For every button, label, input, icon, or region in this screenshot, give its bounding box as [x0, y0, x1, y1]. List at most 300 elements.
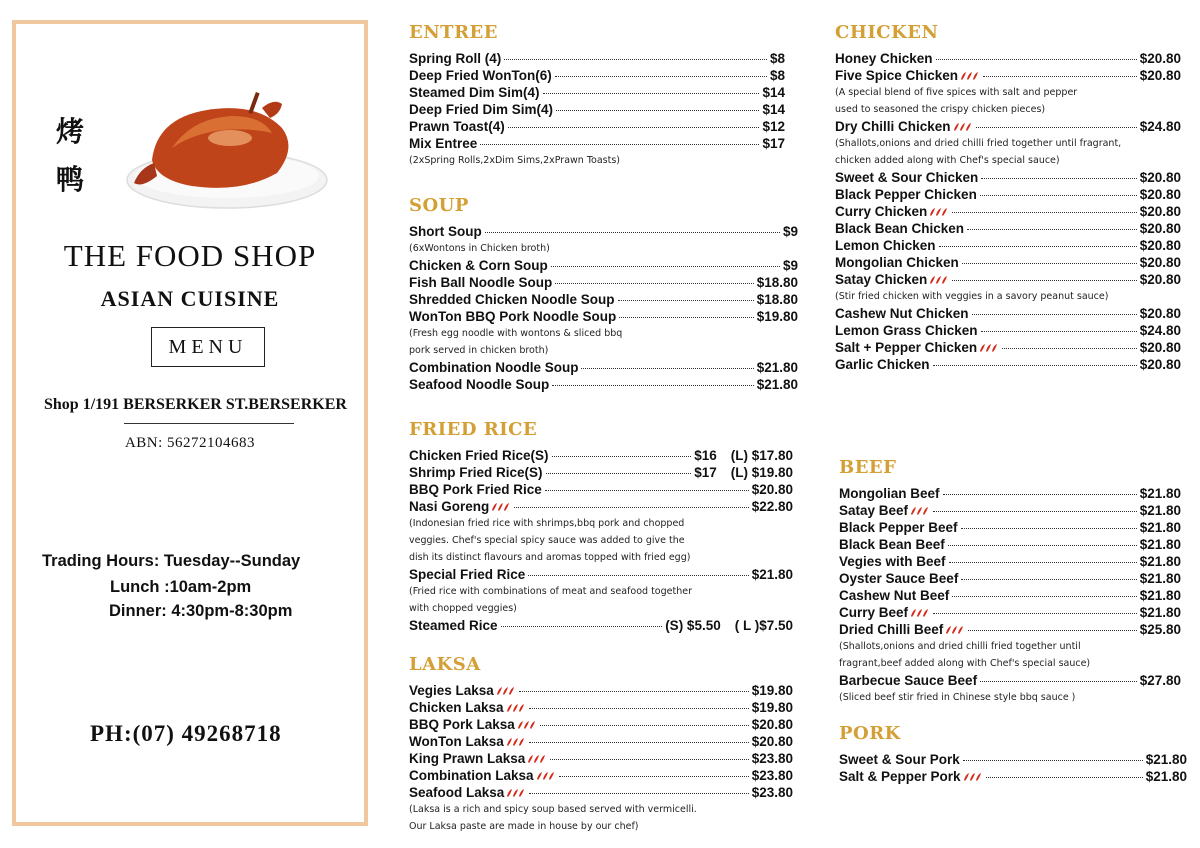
- item-name: [409, 767, 556, 784]
- menu-item: [409, 447, 793, 464]
- item-name-text: Honey Chicken: [835, 51, 933, 66]
- section-pork: [839, 721, 1187, 785]
- item-price: $21.80: [1139, 605, 1181, 620]
- item-name: [409, 359, 578, 376]
- menu-item: [835, 220, 1181, 237]
- menu-item: [409, 376, 798, 393]
- item-name: [409, 498, 511, 515]
- item-name: [409, 84, 540, 101]
- menu-item: [409, 617, 793, 634]
- dot-leader: [933, 511, 1137, 512]
- menu-item: [835, 50, 1181, 67]
- item-name-text: Deep Fried Dim Sim(4): [409, 102, 554, 117]
- item-price: $21.80: [756, 360, 798, 375]
- dot-leader: [943, 494, 1137, 495]
- item-list: [409, 223, 798, 393]
- chili-icon: [929, 272, 949, 282]
- item-name-text: Deep Fried WonTon(6): [409, 68, 552, 83]
- dot-leader: [540, 725, 749, 726]
- item-price: $20.80: [1139, 187, 1181, 202]
- item-price: $19.80: [756, 309, 798, 324]
- menu-item: [409, 767, 793, 784]
- item-price: $20.80: [1139, 340, 1181, 355]
- item-name: [409, 447, 549, 464]
- shop-address: Shop 1/191 BERSERKER ST.BERSERKER: [44, 396, 347, 413]
- item-price-small: (S) $5.50: [665, 618, 721, 633]
- item-name-text: Special Fried Rice: [409, 567, 526, 582]
- item-name-text: Dried Chilli Beef: [839, 622, 944, 637]
- item-name-text: Lemon Chicken: [835, 238, 936, 253]
- item-price: $21.80: [1139, 537, 1181, 552]
- item-name: [835, 237, 936, 254]
- item-price: $8: [769, 51, 785, 66]
- item-description: (Shallots,onions and dried chilli fried together until: [839, 641, 1081, 652]
- item-price: $25.80: [1139, 622, 1181, 637]
- item-name-text: Satay Chicken: [835, 272, 928, 287]
- item-price: $20.80: [1139, 357, 1181, 372]
- item-price-small: $17: [694, 465, 717, 480]
- item-name-text: Chicken Fried Rice(S): [409, 448, 549, 463]
- dot-leader: [619, 317, 753, 318]
- dot-leader: [933, 365, 1137, 366]
- item-description: (A special blend of five spices with salt and pepper: [835, 87, 1078, 98]
- trading-hours-title: Trading Hours: Tuesday--Sunday: [42, 552, 301, 570]
- item-name-text: Black Bean Chicken: [835, 221, 965, 236]
- item-price: $23.80: [751, 751, 793, 766]
- menu-item: [835, 186, 1181, 203]
- char-1: 烤: [56, 115, 85, 148]
- menu-item: [409, 733, 793, 750]
- item-name: [835, 220, 964, 237]
- menu-item: [409, 84, 785, 101]
- menu-item: [839, 553, 1181, 570]
- item-price: $18.80: [756, 275, 798, 290]
- chili-icon: [910, 605, 930, 615]
- dot-leader: [936, 59, 1137, 60]
- menu-item: [409, 682, 793, 699]
- menu-item: [839, 502, 1181, 519]
- menu-item: [409, 67, 785, 84]
- dot-leader: [952, 280, 1136, 281]
- item-name-text: Chicken & Corn Soup: [409, 258, 548, 273]
- dot-leader: [948, 545, 1137, 546]
- dot-leader: [581, 368, 753, 369]
- item-name: [409, 67, 552, 84]
- dot-leader: [485, 232, 780, 233]
- section-title: SOUP: [409, 195, 469, 216]
- item-description: used to seasoned the crispy chicken pieces): [835, 104, 1046, 115]
- item-name: [835, 50, 933, 67]
- item-name: [835, 118, 973, 135]
- item-description: chicken added along with Chef's special sauce): [835, 155, 1060, 166]
- item-name: [409, 135, 477, 152]
- item-list: [409, 447, 793, 634]
- chili-icon: [963, 769, 983, 779]
- item-name: [839, 570, 958, 587]
- item-name-text: WonTon BBQ Pork Noodle Soup: [409, 309, 617, 324]
- item-name: [835, 322, 978, 339]
- item-price: ( L )$7.50: [734, 618, 793, 633]
- item-name: [839, 751, 960, 768]
- dot-leader: [551, 266, 780, 267]
- item-price: $14: [762, 102, 785, 117]
- item-name: [839, 621, 965, 638]
- item-name-text: Short Soup: [409, 224, 482, 239]
- item-name-text: Shrimp Fried Rice(S): [409, 465, 543, 480]
- item-name: [839, 768, 983, 785]
- dot-leader: [550, 759, 748, 760]
- menu-item: [409, 118, 785, 135]
- item-price: $19.80: [751, 683, 793, 698]
- item-price: $23.80: [751, 785, 793, 800]
- item-price: $22.80: [751, 499, 793, 514]
- item-name-text: Combination Laksa: [409, 768, 534, 783]
- dinner-hours: Dinner: 4:30pm-8:30pm: [109, 602, 293, 620]
- item-price: $8: [769, 68, 785, 83]
- item-name: [409, 617, 498, 634]
- menu-item: [409, 257, 798, 274]
- item-name: [839, 672, 977, 689]
- item-price: $20.80: [1139, 51, 1181, 66]
- item-name: [409, 733, 526, 750]
- dot-leader: [952, 212, 1136, 213]
- dot-leader: [543, 93, 760, 94]
- chili-icon: [506, 700, 526, 710]
- item-name-text: Five Spice Chicken: [835, 68, 959, 83]
- menu-title-box: MENU: [151, 327, 265, 367]
- item-name-text: Black Bean Beef: [839, 537, 945, 552]
- menu-item: [839, 536, 1181, 553]
- item-name-text: Mongolian Chicken: [835, 255, 959, 270]
- item-name: [839, 502, 930, 519]
- item-name-text: Seafood Noodle Soup: [409, 377, 550, 392]
- menu-item: [409, 566, 793, 583]
- menu-item: [409, 359, 798, 376]
- chili-icon: [945, 622, 965, 632]
- abn-number: ABN: 56272104683: [124, 435, 256, 451]
- dot-leader: [961, 579, 1136, 580]
- dot-leader: [986, 777, 1143, 778]
- item-price: $27.80: [1139, 673, 1181, 688]
- item-name-text: Nasi Goreng: [409, 499, 490, 514]
- item-name-text: BBQ Pork Fried Rice: [409, 482, 542, 497]
- item-name-text: Black Pepper Chicken: [835, 187, 977, 202]
- item-name: [839, 604, 930, 621]
- item-name-text: BBQ Pork Laksa: [409, 717, 515, 732]
- item-name: [835, 339, 999, 356]
- item-name-text: Barbecue Sauce Beef: [839, 673, 978, 688]
- item-name: [409, 682, 516, 699]
- item-name: [839, 587, 949, 604]
- chili-icon: [929, 204, 949, 214]
- menu-item: [839, 604, 1181, 621]
- item-price: $20.80: [1139, 221, 1181, 236]
- item-price: $14: [762, 85, 785, 100]
- item-name-text: Sweet & Sour Pork: [839, 752, 960, 767]
- item-list: [835, 50, 1181, 373]
- item-name-text: Cashew Nut Chicken: [835, 306, 969, 321]
- chili-icon: [491, 499, 511, 509]
- menu-item: [409, 481, 793, 498]
- item-price: $20.80: [1139, 204, 1181, 219]
- item-name: [835, 305, 969, 322]
- section-laksa: [409, 652, 793, 835]
- roast-duck-image: [112, 88, 332, 218]
- item-name-text: Salt & Pepper Pork: [839, 769, 961, 784]
- item-price: $20.80: [751, 482, 793, 497]
- dot-leader: [508, 127, 760, 128]
- item-list: [839, 751, 1187, 785]
- menu-item: [409, 308, 798, 325]
- item-name-text: Dry Chilli Chicken: [835, 119, 951, 134]
- menu-item: [409, 464, 793, 481]
- dot-leader: [555, 283, 753, 284]
- item-name: [409, 274, 552, 291]
- section-title: BEEF: [839, 457, 897, 478]
- section-title: LAKSA: [409, 654, 481, 675]
- item-name-text: Garlic Chicken: [835, 357, 930, 372]
- item-name-text: Mongolian Beef: [839, 486, 940, 501]
- divider: [124, 423, 294, 424]
- dot-leader: [976, 127, 1137, 128]
- dot-leader: [933, 613, 1137, 614]
- item-name-text: Sweet & Sour Chicken: [835, 170, 979, 185]
- section-fried-rice: [409, 417, 793, 634]
- shop-name: THE FOOD SHOP: [63, 238, 317, 273]
- item-name: [835, 169, 978, 186]
- chili-icon: [536, 768, 556, 778]
- menu-item: [409, 135, 785, 152]
- item-price: $21.80: [1139, 486, 1181, 501]
- item-price: $9: [782, 258, 798, 273]
- item-name-text: Seafood Laksa: [409, 785, 505, 800]
- dot-leader: [529, 708, 749, 709]
- cuisine-label: ASIAN CUISINE: [100, 286, 280, 311]
- item-name-text: WonTon Laksa: [409, 734, 504, 749]
- item-description: (Stir fried chicken with veggies in a savory peanut sauce): [835, 291, 1109, 302]
- dot-leader: [555, 76, 767, 77]
- menu-item: [835, 67, 1181, 84]
- item-price: $21.80: [1145, 769, 1187, 784]
- menu-item: [839, 519, 1181, 536]
- item-name: [409, 699, 526, 716]
- chili-icon: [960, 68, 980, 78]
- menu-item: [839, 751, 1187, 768]
- item-name-text: Spring Roll (4): [409, 51, 502, 66]
- chili-icon: [527, 751, 547, 761]
- item-price: $21.80: [1139, 503, 1181, 518]
- dot-leader: [983, 76, 1137, 77]
- item-name: [409, 481, 542, 498]
- menu-item: [839, 570, 1181, 587]
- item-list: [409, 682, 793, 835]
- dot-leader: [480, 144, 759, 145]
- dot-leader: [618, 300, 754, 301]
- item-price: $24.80: [1139, 323, 1181, 338]
- item-name-text: Cashew Nut Beef: [839, 588, 950, 603]
- item-price: $12: [762, 119, 785, 134]
- menu-item: [835, 203, 1181, 220]
- item-description: (Fresh egg noodle with wontons & sliced bbq: [409, 328, 623, 339]
- item-price: $24.80: [1139, 119, 1181, 134]
- item-name: [839, 553, 946, 570]
- section-title: CHICKEN: [835, 22, 939, 43]
- dot-leader: [968, 630, 1136, 631]
- dot-leader: [939, 246, 1137, 247]
- menu-item: [835, 305, 1181, 322]
- chili-icon: [910, 503, 930, 513]
- item-price: $20.80: [1139, 238, 1181, 253]
- lunch-hours: Lunch :10am-2pm: [110, 578, 252, 596]
- item-name: [409, 50, 501, 67]
- item-price: $21.80: [1145, 752, 1187, 767]
- section-chicken: [835, 20, 1181, 373]
- item-name: [409, 118, 505, 135]
- chili-icon: [517, 717, 537, 727]
- menu-item: [839, 672, 1181, 689]
- item-price: $21.80: [1139, 571, 1181, 586]
- dot-leader: [514, 507, 748, 508]
- chili-icon: [506, 785, 526, 795]
- menu-item: [409, 291, 798, 308]
- item-name: [835, 67, 980, 84]
- item-description: Our Laksa paste are made in house by our chef): [409, 821, 639, 832]
- item-name: [409, 223, 482, 240]
- item-name: [409, 308, 616, 325]
- dot-leader: [952, 596, 1136, 597]
- item-description: (Sliced beef stir fried in Chinese style bbq sauce ): [839, 692, 1076, 703]
- menu-item: [835, 356, 1181, 373]
- item-price: $19.80: [751, 700, 793, 715]
- dot-leader: [552, 456, 692, 457]
- menu-item: [409, 274, 798, 291]
- menu-cover: [12, 20, 368, 826]
- dot-leader: [980, 195, 1137, 196]
- menu-item: [839, 621, 1181, 638]
- item-price: $21.80: [756, 377, 798, 392]
- char-2: 鸭: [56, 163, 85, 196]
- item-price: (L) $19.80: [730, 465, 793, 480]
- dot-leader: [972, 314, 1137, 315]
- item-price: (L) $17.80: [730, 448, 793, 463]
- dot-leader: [552, 385, 753, 386]
- dot-leader: [981, 331, 1137, 332]
- item-name: [835, 254, 959, 271]
- item-description: (2xSpring Rolls,2xDim Sims,2xPrawn Toasts): [409, 155, 620, 166]
- menu-item: [835, 237, 1181, 254]
- menu-item: [409, 101, 785, 118]
- dot-leader: [1002, 348, 1137, 349]
- item-price: $9: [782, 224, 798, 239]
- menu-item: [409, 50, 785, 67]
- item-name-text: Steamed Rice: [409, 618, 498, 633]
- menu-item: [835, 322, 1181, 339]
- menu-item: [409, 498, 793, 515]
- item-price: $20.80: [751, 734, 793, 749]
- item-name-text: King Prawn Laksa: [409, 751, 526, 766]
- item-name-text: Chicken Laksa: [409, 700, 504, 715]
- menu-item: [839, 768, 1187, 785]
- item-description: dish its distinct flavours and aromas topped with fried egg): [409, 552, 691, 563]
- item-price: $17: [762, 136, 785, 151]
- chili-icon: [979, 340, 999, 350]
- item-name: [409, 101, 553, 118]
- menu-item: [835, 339, 1181, 356]
- item-price-small: $16: [694, 448, 717, 463]
- chili-icon: [496, 683, 516, 693]
- item-name-text: Lemon Grass Chicken: [835, 323, 978, 338]
- menu-item: [409, 223, 798, 240]
- item-name: [409, 566, 525, 583]
- item-name-text: Prawn Toast(4): [409, 119, 505, 134]
- item-price: $20.80: [1139, 170, 1181, 185]
- menu-item: [835, 271, 1181, 288]
- item-name-text: Satay Beef: [839, 503, 909, 518]
- item-name-text: Fish Ball Noodle Soup: [409, 275, 553, 290]
- item-description: (Shallots,onions and dried chilli fried together until fragrant,: [835, 138, 1122, 149]
- menu-item: [409, 750, 793, 767]
- item-name-text: Shredded Chicken Noodle Soup: [409, 292, 615, 307]
- dot-leader: [949, 562, 1137, 563]
- item-name: [839, 536, 945, 553]
- item-price: $20.80: [1139, 68, 1181, 83]
- item-list: [839, 485, 1181, 706]
- item-price: $20.80: [751, 717, 793, 732]
- item-name: [835, 186, 977, 203]
- dot-leader: [529, 742, 749, 743]
- menu-item: [409, 716, 793, 733]
- item-description: (Indonesian fried rice with shrimps,bbq pork and chopped: [409, 518, 685, 529]
- menu-item: [839, 485, 1181, 502]
- menu-item: [835, 254, 1181, 271]
- item-name-text: Black Pepper Beef: [839, 520, 958, 535]
- chinese-characters: [56, 108, 96, 204]
- dot-leader: [981, 178, 1136, 179]
- item-price: $21.80: [1139, 554, 1181, 569]
- item-name: [409, 376, 549, 393]
- section-title: ENTREE: [409, 22, 498, 43]
- item-name: [409, 750, 547, 767]
- item-name: [839, 485, 940, 502]
- menu-item: [835, 169, 1181, 186]
- item-name: [409, 716, 537, 733]
- dot-leader: [529, 793, 748, 794]
- item-name: [839, 519, 958, 536]
- section-title: PORK: [839, 723, 901, 744]
- dot-leader: [556, 110, 759, 111]
- item-description: (6xWontons in Chicken broth): [409, 243, 550, 254]
- item-name: [835, 271, 949, 288]
- section-entree: [409, 20, 785, 169]
- dot-leader: [980, 681, 1137, 682]
- item-name-text: Salt + Pepper Chicken: [835, 340, 978, 355]
- section-soup: [409, 193, 798, 393]
- item-description: veggies. Chef's special spicy sauce was added to give the: [409, 535, 685, 546]
- item-description: (Fried rice with combinations of meat and seafood together: [409, 586, 692, 597]
- dot-leader: [961, 528, 1137, 529]
- item-name-text: Mix Entree: [409, 136, 478, 151]
- dot-leader: [528, 575, 748, 576]
- dot-leader: [519, 691, 749, 692]
- item-list: [409, 50, 785, 169]
- dot-leader: [504, 59, 767, 60]
- item-name-text: Vegies Laksa: [409, 683, 494, 698]
- menu-item: [409, 784, 793, 801]
- chili-icon: [953, 119, 973, 129]
- item-description: pork served in chicken broth): [409, 345, 549, 356]
- item-name: [409, 464, 543, 481]
- item-name: [409, 257, 548, 274]
